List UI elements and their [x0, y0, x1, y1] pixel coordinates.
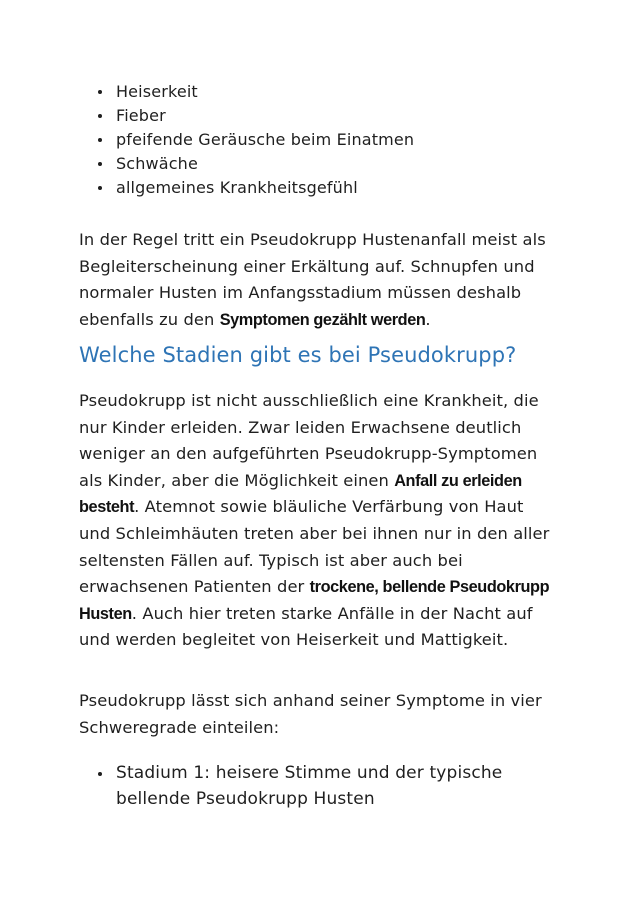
list-item [116, 152, 576, 176]
list-item [116, 176, 576, 200]
stages-bold-2: trockene, bellende Pseudokrupp Husten [79, 578, 550, 623]
bullet-icon [98, 90, 102, 94]
intro-bold-link: Symptomen gezählt werden [219, 310, 426, 329]
section-heading: Welche Stadien gibt es bei Pseudokrupp? [79, 343, 517, 367]
bullet-icon [98, 162, 102, 166]
list-item [116, 128, 576, 152]
intro-text-2: . [425, 309, 431, 329]
stages-text-1: Pseudokrupp ist nicht ausschließlich eine Krankheit, die nur Kinder erleiden. Zwar leiden Erwachsene deutlich weniger an den aufgeführten Pseudokrupp-Symptomen als Kinder, aber die Möglichkeit einen [79, 391, 539, 490]
list-item-text: allgemeines Krankheitsgefühl [116, 178, 358, 197]
list-item [116, 104, 576, 128]
list-item-text: pfeifende Geräusche beim Einatmen [116, 130, 415, 149]
list-item [116, 760, 536, 812]
bullet-icon [98, 772, 102, 776]
stage-list [116, 760, 536, 812]
intro-paragraph [79, 227, 559, 333]
symptom-list [116, 80, 576, 200]
list-item-text: Heiserkeit [116, 82, 198, 101]
list-item-text: Fieber [116, 106, 166, 125]
list-item-text: Stadium 1: heisere Stimme und der typische bellende Pseudokrupp Husten [116, 763, 503, 809]
bullet-icon [98, 114, 102, 118]
bullet-icon [98, 138, 102, 142]
list-item-text: Schwäche [116, 154, 198, 173]
stages-text-2: . Atemnot sowie bläuliche Verfärbung von Haut und Schleimhäuten treten aber bei ihnen nur in den aller seltensten Fällen auf. Typisch ist aber auch bei erwachsenen Patienten der [79, 497, 550, 597]
stages-text-3: . Auch hier treten starke Anfälle in der Nacht auf und werden begleitet von Heiserkeit und Mattigkeit. [79, 603, 533, 650]
stages-paragraph [79, 388, 559, 654]
stages-bold-1: Anfall zu erleiden besteht [79, 471, 522, 517]
bullet-icon [98, 186, 102, 190]
grades-paragraph: Pseudokrupp lässt sich anhand seiner Symptome in vier Schweregrade einteilen: [79, 691, 542, 737]
intro-text-1: In der Regel tritt ein Pseudokrupp Hustenanfall meist als Begleiterscheinung einer Erkältung auf. Schnupfen und normaler Husten im Anfangsstadium müssen deshalb ebenfalls zu den [79, 230, 546, 329]
list-item [116, 80, 576, 104]
